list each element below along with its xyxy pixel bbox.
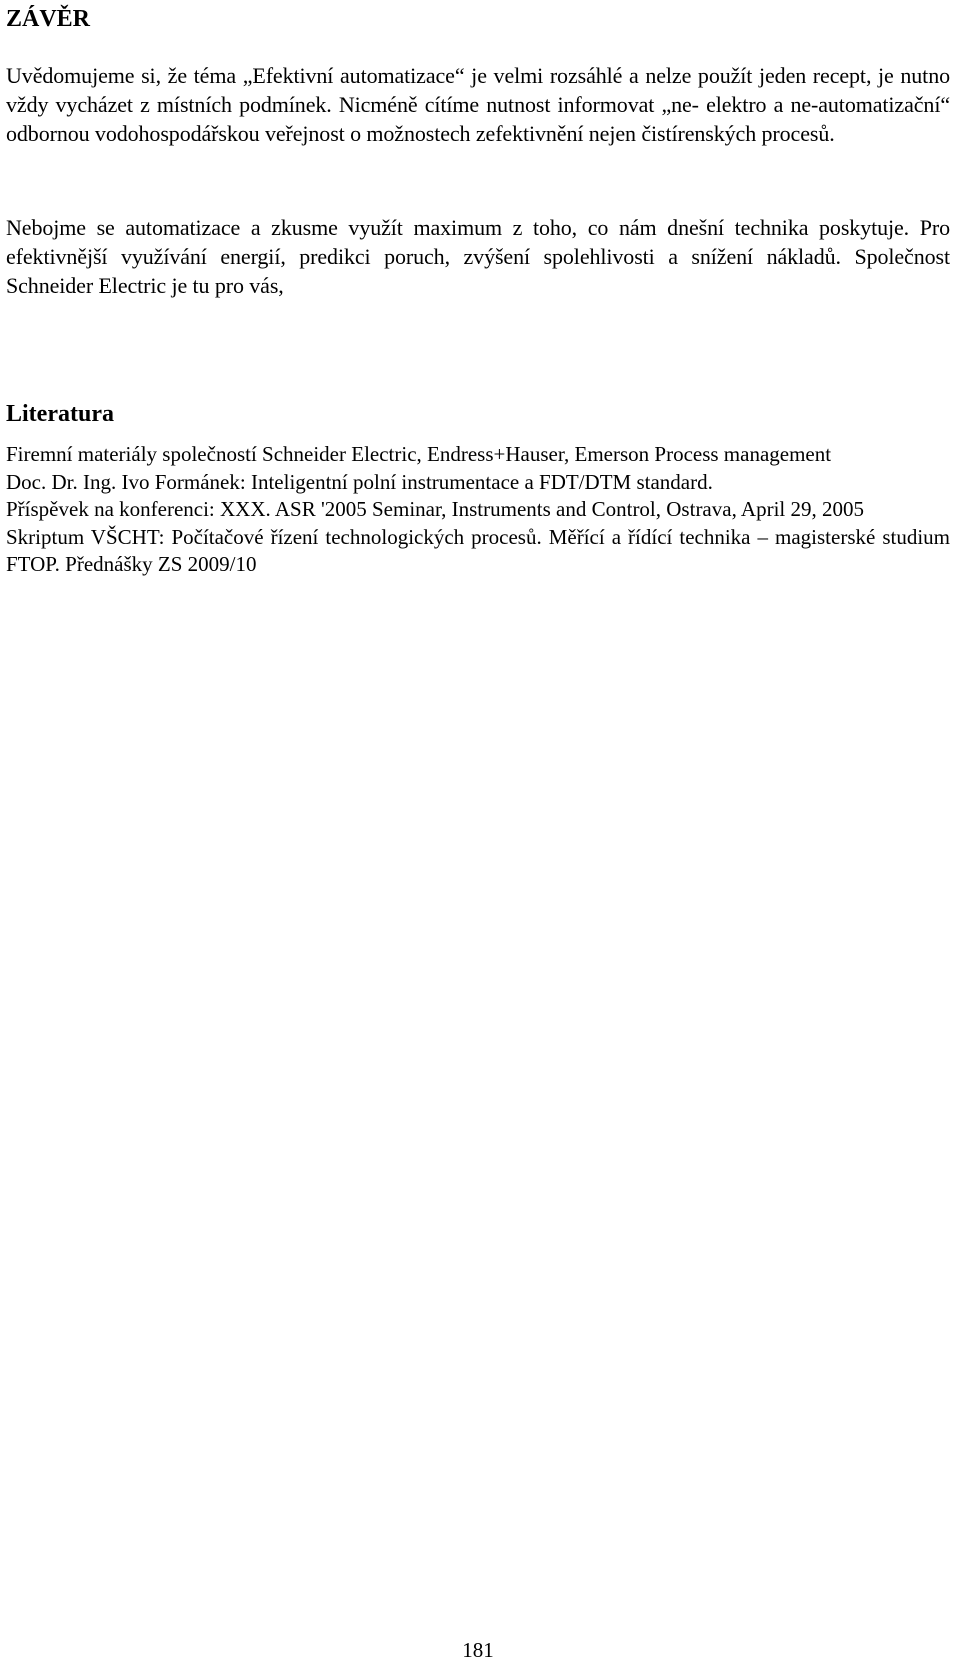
conclusion-heading: ZÁVĚR — [6, 6, 91, 32]
reference-list — [6, 441, 950, 579]
conclusion-paragraph-1: Uvědomujeme si, že téma „Efektivní automatizace“ je velmi rozsáhlé a nelze použít jeden recept, je nutno vždy vycházet z místních podmínek. Nicméně cítíme nutnost informovat „ne- elektro a ne-automatizační“ odbornou vodohospodářskou veřejnost o možnostech zefektivnění nejen čistírenských procesů. — [6, 63, 950, 146]
literature-heading: Literatura — [6, 401, 114, 427]
reference-item: Firemní materiály společností Schneider Electric, Endress+Hauser, Emerson Process management — [6, 442, 832, 466]
reference-item: Doc. Dr. Ing. Ivo Formánek: Inteligentní polní instrumentace a FDT/DTM standard. — [6, 469, 713, 494]
reference-item: Příspěvek na konferenci: XXX. ASR '2005 Seminar, Instruments and Control, Ostrava, April 29, 2005 — [6, 497, 864, 521]
page-number: 181 — [462, 1638, 494, 1662]
reference-item: Skriptum VŠCHT: Počítačové řízení technologických procesů. Měřící a řídící technika – magisterské studium FTOP. Přednášky ZS 2009/10 — [6, 524, 950, 576]
conclusion-paragraph-2: Nebojme se automatizace a zkusme využít maximum z toho, co nám dnešní technika poskytuje. Pro efektivnější využívání energií, predikci poruch, zvýšení spolehlivosti a snížení nákladů. Společnost Schneider Electric je tu pro vás, — [6, 215, 950, 298]
